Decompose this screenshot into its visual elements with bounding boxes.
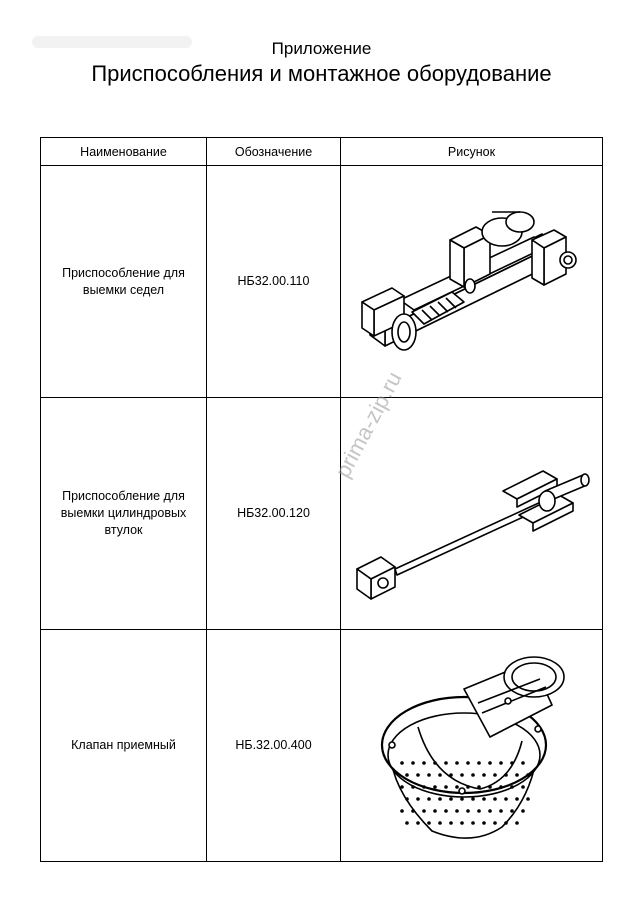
strainer-hole — [449, 797, 453, 801]
seat-puller-icon — [352, 182, 592, 382]
strainer-hole — [466, 761, 470, 765]
strainer-hole — [427, 821, 431, 825]
strainer-hole — [433, 809, 437, 813]
strainer-hole — [455, 761, 459, 765]
strainer-hole — [526, 773, 530, 777]
strainer-hole — [422, 809, 426, 813]
strainer-hole — [416, 821, 420, 825]
strainer-hole — [504, 821, 508, 825]
strainer-hole — [499, 785, 503, 789]
page-subtitle: Приложение — [271, 39, 372, 58]
strainer-hole — [460, 821, 464, 825]
row-name: Приспособление для выемки седел — [41, 166, 207, 398]
strainer-hole — [438, 797, 442, 801]
strainer-hole — [466, 785, 470, 789]
strainer-hole — [416, 773, 420, 777]
strainer-hole — [477, 809, 481, 813]
strainer-hole — [460, 773, 464, 777]
strainer-hole — [400, 761, 404, 765]
strainer-hole — [460, 797, 464, 801]
strainer-hole — [504, 797, 508, 801]
strainer-hole — [493, 797, 497, 801]
row-picture — [341, 398, 603, 630]
table-row — [41, 166, 603, 398]
row-designation: НБ.32.00.400 — [207, 630, 341, 862]
strainer-hole — [405, 797, 409, 801]
row-designation: НБ32.00.120 — [207, 398, 341, 630]
strainer-hole — [482, 797, 486, 801]
strainer-hole — [427, 773, 431, 777]
column-header-picture: Рисунок — [341, 138, 603, 166]
strainer-hole — [411, 761, 415, 765]
table-header-row — [41, 138, 603, 166]
strainer-hole — [449, 773, 453, 777]
strainer-hole — [471, 773, 475, 777]
strainer-hole — [422, 785, 426, 789]
strainer-hole — [488, 785, 492, 789]
equipment-table — [40, 137, 603, 862]
strainer-hole — [411, 785, 415, 789]
strainer-hole — [482, 773, 486, 777]
strainer-hole — [499, 809, 503, 813]
strainer-hole — [499, 761, 503, 765]
strainer-hole — [504, 773, 508, 777]
strainer-hole — [438, 821, 442, 825]
column-header-name: Наименование — [41, 138, 207, 166]
row-picture — [341, 166, 603, 398]
strainer-hole — [526, 797, 530, 801]
strainer-hole — [477, 761, 481, 765]
strainer-hole — [455, 809, 459, 813]
strainer-hole — [416, 797, 420, 801]
strainer-hole — [521, 785, 525, 789]
strainer-hole — [488, 809, 492, 813]
row-designation: НБ32.00.110 — [207, 166, 341, 398]
title-block — [0, 38, 643, 88]
strainer-hole — [422, 761, 426, 765]
strainer-hole — [510, 785, 514, 789]
strainer-hole — [471, 821, 475, 825]
strainer-hole — [438, 773, 442, 777]
strainer-hole — [444, 761, 448, 765]
column-header-designation: Обозначение — [207, 138, 341, 166]
strainer-hole — [433, 761, 437, 765]
strainer-hole — [515, 797, 519, 801]
foot-valve-icon — [352, 641, 592, 851]
strainer-hole — [521, 809, 525, 813]
strainer-hole — [411, 809, 415, 813]
strainer-hole — [510, 809, 514, 813]
strainer-hole — [493, 773, 497, 777]
strainer-hole — [444, 785, 448, 789]
strainer-hole — [455, 785, 459, 789]
row-picture — [341, 630, 603, 862]
strainer-hole — [515, 773, 519, 777]
strainer-hole — [482, 821, 486, 825]
strainer-hole — [510, 761, 514, 765]
strainer-hole — [515, 821, 519, 825]
strainer-hole — [427, 797, 431, 801]
strainer-hole — [466, 809, 470, 813]
strainer-hole — [471, 797, 475, 801]
strainer-hole — [405, 773, 409, 777]
strainer-hole — [400, 785, 404, 789]
strainer-hole — [449, 821, 453, 825]
strainer-hole — [488, 761, 492, 765]
row-name: Клапан приемный — [41, 630, 207, 862]
strainer-hole — [477, 785, 481, 789]
row-name: Приспособление для выемки цилиндровых втулок — [41, 398, 207, 630]
strainer-hole — [521, 761, 525, 765]
watermark: prima-zip.ru — [330, 367, 407, 482]
table-row — [41, 630, 603, 862]
strainer-hole — [400, 809, 404, 813]
strainer-hole — [433, 785, 437, 789]
strainer-hole — [493, 821, 497, 825]
page-title: Приспособления и монтажное оборудование — [91, 61, 552, 86]
table-row — [41, 398, 603, 630]
liner-puller-icon — [347, 419, 597, 609]
strainer-hole — [405, 821, 409, 825]
strainer-hole — [444, 809, 448, 813]
